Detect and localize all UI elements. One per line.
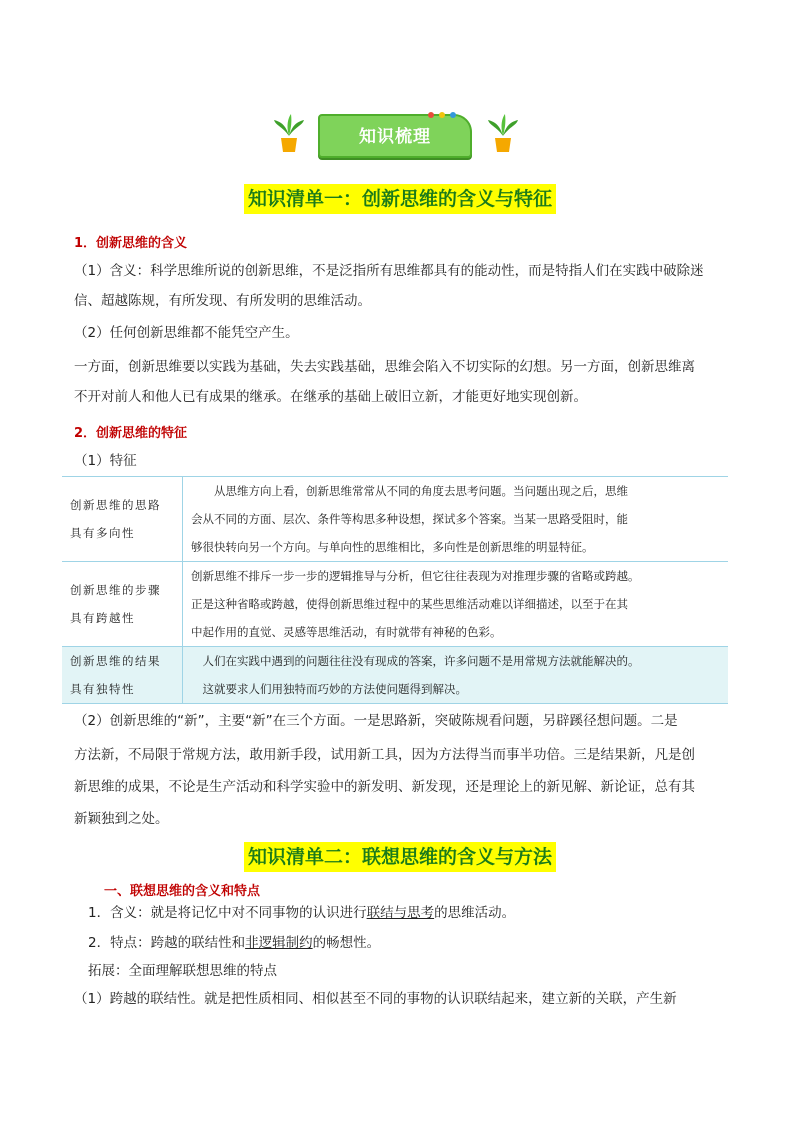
table-row <box>62 562 728 647</box>
paragraph: （2）创新思维的“新”，主要“新”在三个方面。一是思路新，突破陈规看问题，另辟蹊径想问题。二是 <box>74 713 678 729</box>
feature-line: 2．特点：跨越的联结性和非逻辑制约的畅想性。 <box>88 935 381 951</box>
paragraph: 新思维的成果，不论是生产活动和科学实验中的新发明、新发现，还是理论上的新见解、新论证，总有其 <box>74 779 695 795</box>
table-cell-name: 创新思维的结果 具有独特性 <box>62 647 183 704</box>
table-cell-name: 创新思维的步骤 具有跨越性 <box>62 562 183 647</box>
item2-heading: 2．创新思维的特征 <box>74 426 188 441</box>
table-row <box>62 477 728 562</box>
definition-line: 1．含义：就是将记忆中对不同事物的认识进行联结与思考的思维活动。 <box>88 905 516 921</box>
paragraph: （1）跨越的联结性。就是把性质相同、相似甚至不同的事物的认识联结起来，建立新的关联，产生新 <box>74 991 677 1007</box>
paragraph: （2）任何创新思维都不能凭空产生。 <box>74 325 299 341</box>
table-cell-desc: 从思维方向上看，创新思维常常从不同的角度去思考问题。当问题出现之后，思维 会从不同的方面、层次、条件等构思多种设想，探试多个答案。当某一思路受阻时，能 够很快转向另一个方向。与单向性的思维相比，多向性是创新思维的明显特征。 <box>183 477 729 562</box>
item1-heading: 一、联想思维的含义和特点 <box>104 884 261 899</box>
paragraph: 不开对前人和他人已有成果的继承。在继承的基础上破旧立新，才能更好地实现创新。 <box>74 389 587 405</box>
paragraph: 一方面，创新思维要以实践为基础，失去实践基础，思维会陷入不切实际的幻想。另一方面，创新思维离 <box>74 359 695 375</box>
section2-heading: 知识清单二：联想思维的含义与方法 <box>244 842 556 872</box>
paragraph: （1）含义：科学思维所说的创新思维，不是泛指所有思维都具有的能动性，而是特指人们在实践中破除迷 <box>74 263 704 279</box>
section1-heading: 知识清单一：创新思维的含义与特征 <box>244 184 556 214</box>
potted-plant-icon <box>488 114 518 154</box>
section-banner <box>270 108 524 160</box>
banner-box <box>318 114 472 158</box>
item1-heading: 1．创新思维的含义 <box>74 236 188 251</box>
table-row <box>62 647 728 704</box>
features-table <box>62 476 728 704</box>
paragraph: 新颖独到之处。 <box>74 811 169 827</box>
table-cell-name: 创新思维的思路 具有多向性 <box>62 477 183 562</box>
paragraph: 信、超越陈规，有所发现、有所发明的思维活动。 <box>74 293 371 309</box>
banner-title: 知识梳理 <box>359 127 431 147</box>
paragraph: 拓展：全面理解联想思维的特点 <box>88 963 277 979</box>
table-cell-desc: 人们在实践中遇到的问题往往没有现成的答案，许多问题不是用常规方法就能解决的。 这就要求人们用独特而巧妙的方法使问题得到解决。 <box>183 647 729 704</box>
sub-heading: （1）特征 <box>74 453 137 469</box>
paragraph: 方法新，不局限于常规方法，敢用新手段，试用新工具，因为方法得当而事半功倍。三是结果新，凡是创 <box>74 747 695 763</box>
potted-plant-icon <box>274 114 304 154</box>
table-cell-desc: 创新思维不排斥一步一步的逻辑推导与分析，但它往往表现为对推理步骤的省略或跨越。 正是这种省略或跨越，使得创新思维过程中的某些思维活动难以详细描述，以至于在其 中起作用的直觉、灵感等思维活动，有时就带有神秘的色彩。 <box>183 562 729 647</box>
